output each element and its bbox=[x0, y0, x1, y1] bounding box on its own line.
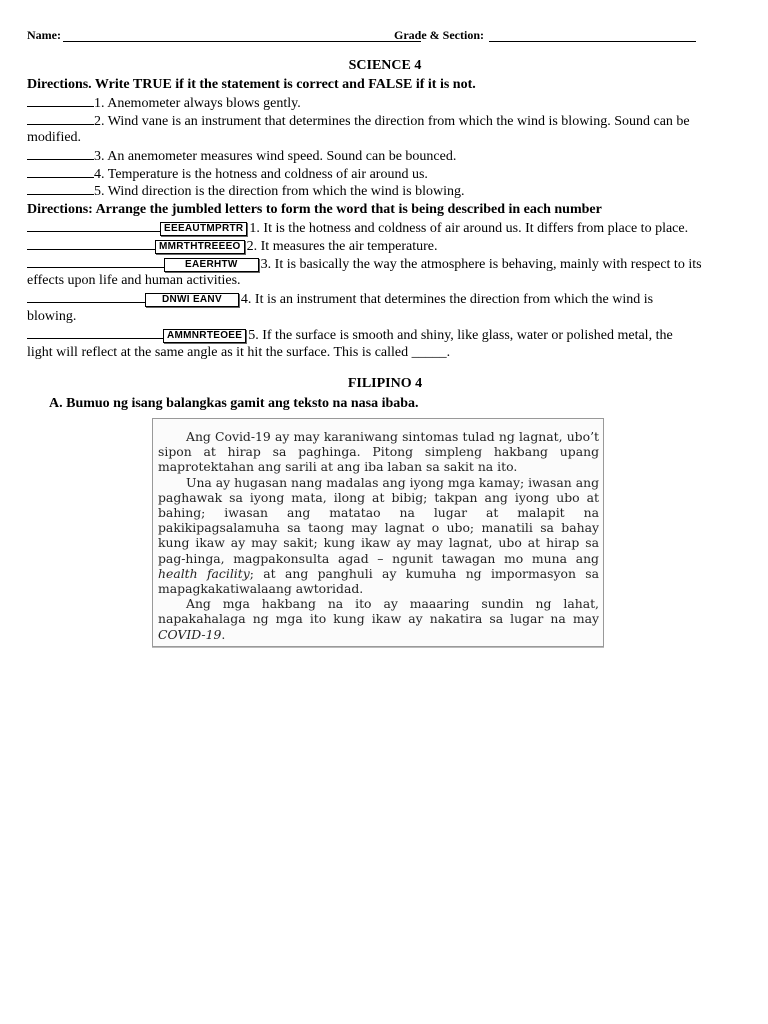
passage-paragraph: Ang mga hakbang na ito ay maaaring sundin ng lahat, napakahalaga ng mga ito kung ikaw ay nakatira sa lugar na may COVID-19. bbox=[158, 596, 599, 642]
jumbled-item bbox=[27, 326, 743, 345]
item-text: 4. Temperature is the hotness and coldness of air around us. bbox=[94, 167, 428, 182]
jumbled-item-continuation: effects upon life and human activities. bbox=[27, 273, 241, 288]
science-directions-true-false: Directions. Write TRUE if it the statement is correct and FALSE if it is not. bbox=[27, 77, 476, 92]
answer-blank[interactable] bbox=[27, 255, 164, 268]
answer-blank[interactable] bbox=[27, 290, 145, 303]
item-text: 5. If the surface is smooth and shiny, like glass, water or polished metal, the bbox=[248, 328, 673, 343]
item-text: 1. It is the hotness and coldness of air around us. It differs from place to place. bbox=[249, 221, 689, 236]
answer-blank[interactable] bbox=[27, 219, 160, 232]
true-false-item bbox=[27, 147, 743, 166]
true-false-item bbox=[27, 94, 743, 113]
true-false-item bbox=[27, 112, 743, 131]
item-text: 1. Anemometer always blows gently. bbox=[94, 96, 301, 111]
answer-blank[interactable] bbox=[27, 326, 163, 339]
jumbled-letters-box: DNWI EANV bbox=[145, 293, 239, 307]
jumbled-item-continuation: light will reflect at the same angle as it hit the surface. This is called _____. bbox=[27, 345, 451, 360]
jumbled-item bbox=[27, 290, 743, 309]
jumbled-letters-box: AMMNRTEOEE bbox=[163, 329, 246, 343]
answer-blank[interactable] bbox=[27, 112, 94, 125]
jumbled-item bbox=[27, 255, 743, 274]
filipino-instruction: A. Bumuo ng isang balangkas gamit ang teksto na nasa ibaba. bbox=[49, 396, 419, 411]
name-label: Name: bbox=[27, 28, 61, 42]
grade-section-field[interactable] bbox=[489, 28, 696, 42]
item-text: 2. It measures the air temperature. bbox=[246, 239, 438, 254]
answer-blank[interactable] bbox=[27, 165, 94, 178]
covid-passage-image bbox=[152, 418, 604, 647]
item-text: 4. It is an instrument that determines the direction from which the wind is bbox=[240, 292, 654, 307]
passage-paragraph: Ang Covid-19 ay may karaniwang sintomas tulad ng lagnat, ubo’t sipon at hirap sa paghinga. Pitong simpleng hakbang upang maprotektahan ang sarili at ang iba laban sa sakit na ito. bbox=[158, 429, 599, 475]
header bbox=[27, 28, 743, 46]
answer-blank[interactable] bbox=[27, 147, 94, 160]
true-false-item bbox=[27, 165, 743, 184]
answer-blank[interactable] bbox=[27, 237, 155, 250]
item-text: 5. Wind direction is the direction from which the wind is blowing. bbox=[94, 184, 465, 199]
filipino-title: FILIPINO 4 bbox=[347, 376, 423, 391]
jumbled-item-continuation: blowing. bbox=[27, 309, 77, 324]
answer-blank[interactable] bbox=[27, 94, 94, 107]
jumbled-item bbox=[27, 219, 743, 238]
item-text: 3. It is basically the way the atmosphere is behaving, mainly with respect to its bbox=[260, 257, 702, 272]
item-text: 3. An anemometer measures wind speed. Sound can be bounced. bbox=[94, 149, 457, 164]
grade-section-label: Grade & Section: bbox=[394, 28, 484, 42]
jumbled-item bbox=[27, 237, 743, 256]
passage-paragraph: Una ay hugasan nang madalas ang iyong mga kamay; iwasan ang paghawak sa iyong mata, ilong at bibig; takpan ang iyong ubo at bahing; iwasan ang matatao na lugar at malapit na pakikipagsalamuha sa taong may lagnat o ubo; manatili sa bahay kung ikaw ay may sakit; kung ikaw ay may lagnat, ubo at hirap sa pag-hinga, magpakonsulta agad – ngunit tawagan mo muna ang health facility; at ang panghuli ay kumuha ng impormasyon sa mapagkakatiwalaang awtoridad. bbox=[158, 474, 600, 597]
true-false-item-continuation: modified. bbox=[27, 130, 82, 145]
science-title: SCIENCE 4 bbox=[348, 58, 422, 73]
answer-blank[interactable] bbox=[27, 182, 94, 195]
name-field[interactable] bbox=[63, 28, 421, 42]
science-directions-jumbled: Directions: Arrange the jumbled letters to form the word that is being described in each number bbox=[27, 202, 602, 217]
jumbled-letters-box: MMRTHTREEEO bbox=[155, 240, 245, 254]
true-false-item bbox=[27, 182, 743, 201]
jumbled-letters-box: EAERHTW bbox=[164, 258, 259, 272]
jumbled-letters-box: EEEAUTMPRTR bbox=[160, 222, 247, 236]
item-text: 2. Wind vane is an instrument that determines the direction from which the wind is blowing. Sound can be bbox=[94, 114, 690, 129]
